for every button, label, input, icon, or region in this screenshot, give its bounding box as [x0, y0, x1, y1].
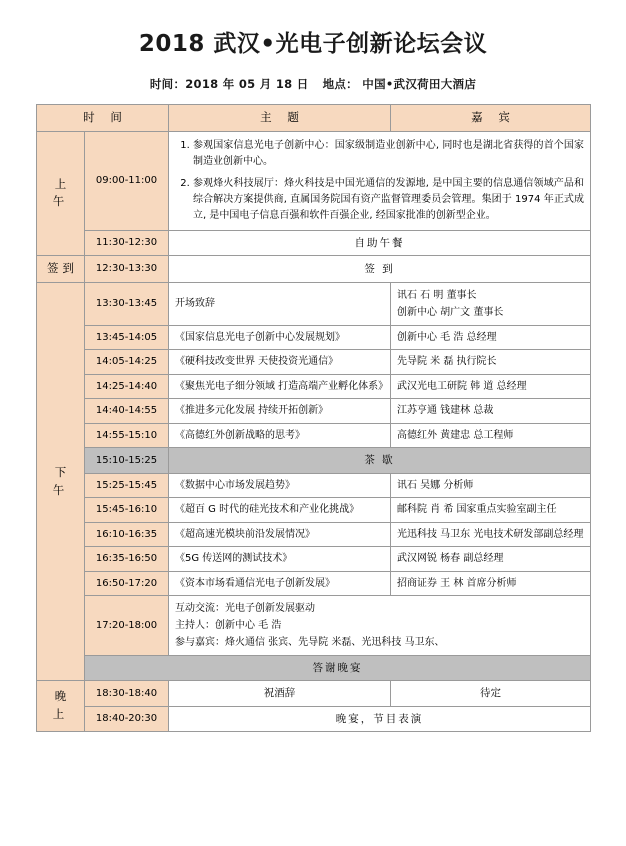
row-span-label: 答谢晚宴: [85, 656, 591, 681]
row-guest: 邮科院 肖 希 国家重点实验室副主任: [391, 498, 591, 523]
period-morning: 上 午: [37, 131, 85, 255]
row-time: 18:30-18:40: [85, 681, 169, 706]
row-time: 15:45-16:10: [85, 498, 169, 523]
row-topic: 《5G 传送网的测试技术》: [169, 547, 391, 572]
column-header-topic: 主 题: [169, 104, 391, 131]
row-span-label: 自助午餐: [169, 230, 591, 255]
table-row: [37, 706, 591, 731]
period-signin: 签到: [37, 255, 85, 282]
row-guest: 讯石 吴娜 分析师: [391, 473, 591, 498]
table-row: [37, 255, 591, 282]
row-time: 16:50-17:20: [85, 571, 169, 596]
guest-line: 讯石 石 明 董事长: [397, 289, 477, 301]
row-topic: 开场致辞: [169, 282, 391, 325]
row-time: 13:30-13:45: [85, 282, 169, 325]
table-row: [37, 230, 591, 255]
topic-line: 参与嘉宾：烽火通信 张宾、先导院 米磊、光迅科技 马卫东、: [175, 637, 445, 649]
row-time: 16:10-16:35: [85, 522, 169, 547]
table-row: [37, 681, 591, 706]
row-time: 12:30-13:30: [85, 255, 169, 282]
row-time: 14:25-14:40: [85, 374, 169, 399]
row-topic: 祝酒辞: [169, 681, 391, 706]
table-row: [37, 547, 591, 572]
row-time: 11:30-12:30: [85, 230, 169, 255]
table-row: [37, 423, 591, 448]
row-span-label: 茶 歇: [169, 448, 591, 473]
column-header-time: 时 间: [37, 104, 169, 131]
row-time: 14:05-14:25: [85, 350, 169, 375]
table-header-row: [37, 104, 591, 131]
row-guest: 创新中心 毛 浩 总经理: [391, 325, 591, 350]
row-time: 14:40-14:55: [85, 399, 169, 424]
row-topic: 《聚焦光电子细分领域 打造高端产业孵化体系》: [169, 374, 391, 399]
row-guest: 江苏亨通 钱建林 总裁: [391, 399, 591, 424]
table-row: [37, 282, 591, 325]
row-topic: 《资本市场看通信光电子创新发展》: [169, 571, 391, 596]
table-row: [37, 448, 591, 473]
table-row: [37, 498, 591, 523]
table-row: [37, 325, 591, 350]
row-topic: [169, 596, 591, 656]
period-afternoon: 下 午: [37, 282, 85, 681]
table-row: [37, 596, 591, 656]
row-guest: 先导院 米 磊 执行院长: [391, 350, 591, 375]
row-topic: 《高德红外创新战略的思考》: [169, 423, 391, 448]
topic-line: 主持人：创新中心 毛 浩: [175, 620, 282, 632]
row-time: 15:25-15:45: [85, 473, 169, 498]
row-time: 09:00-11:00: [85, 131, 169, 230]
row-time: 13:45-14:05: [85, 325, 169, 350]
row-guest: 光迅科技 马卫东 光电技术研发部副总经理: [391, 522, 591, 547]
row-topic: 《数据中心市场发展趋势》: [169, 473, 391, 498]
row-time: 14:55-15:10: [85, 423, 169, 448]
table-row: [37, 350, 591, 375]
row-time: 18:40-20:30: [85, 706, 169, 731]
table-row: [37, 571, 591, 596]
row-time: 15:10-15:25: [85, 448, 169, 473]
period-evening: 晚 上: [37, 681, 85, 732]
row-span-label: 晚宴，节目表演: [169, 706, 591, 731]
row-topic: 《超高速光模块前沿发展情况》: [169, 522, 391, 547]
guest-line: 创新中心 胡广文 董事长: [397, 306, 504, 318]
agenda-table: [36, 104, 591, 732]
row-guest: 武汉光电工研院 韩 道 总经理: [391, 374, 591, 399]
table-row: [37, 374, 591, 399]
row-topic: 《超百 G 时代的硅光技术和产业化挑战》: [169, 498, 391, 523]
row-guest: [391, 282, 591, 325]
table-row: [37, 131, 591, 230]
row-guest: 待定: [391, 681, 591, 706]
topic-item: 2. 参观烽火科技展厅：烽火科技是中国光通信的发源地, 是中国主要的信息通信领域产品和综合解决方案提供商, 直属国务院国有资产监督管理委员会管理。集团于 1974 年正式成立, 是中国电子信息百强和软件百强企业, 经国家批准的创新型企业。: [193, 176, 584, 224]
table-row: [37, 399, 591, 424]
topic-line: 互动交流：光电子创新发展驱动: [175, 603, 315, 615]
table-row: [37, 473, 591, 498]
page-title: 2018 武汉•光电子创新论坛会议: [138, 31, 488, 57]
row-time: 16:35-16:50: [85, 547, 169, 572]
row-guest: 高德红外 黄建忠 总工程师: [391, 423, 591, 448]
row-topic: 《推进多元化发展 持续开拓创新》: [169, 399, 391, 424]
event-place-label: 地点： 中国•武汉荷田大酒店: [322, 76, 477, 91]
table-row: [37, 656, 591, 681]
row-topic: 《国家信息光电子创新中心发展规划》: [169, 325, 391, 350]
row-guest: 武汉网锐 杨春 副总经理: [391, 547, 591, 572]
row-topic: [169, 131, 591, 230]
topic-item: 1. 参观国家信息光电子创新中心：国家级制造业创新中心, 同时也是湖北省获得的首个国家制造业创新中心。: [193, 138, 584, 170]
column-header-guest: 嘉 宾: [391, 104, 591, 131]
row-guest: 招商证券 王 林 首席分析师: [391, 571, 591, 596]
row-span-label: 签 到: [169, 255, 591, 282]
table-row: [37, 522, 591, 547]
event-time-label: 时间：2018 年 05 月 18 日: [149, 76, 309, 91]
row-topic: 《硬科技改变世界 天使投资光通信》: [169, 350, 391, 375]
row-time: 17:20-18:00: [85, 596, 169, 656]
event-meta: [36, 76, 590, 92]
